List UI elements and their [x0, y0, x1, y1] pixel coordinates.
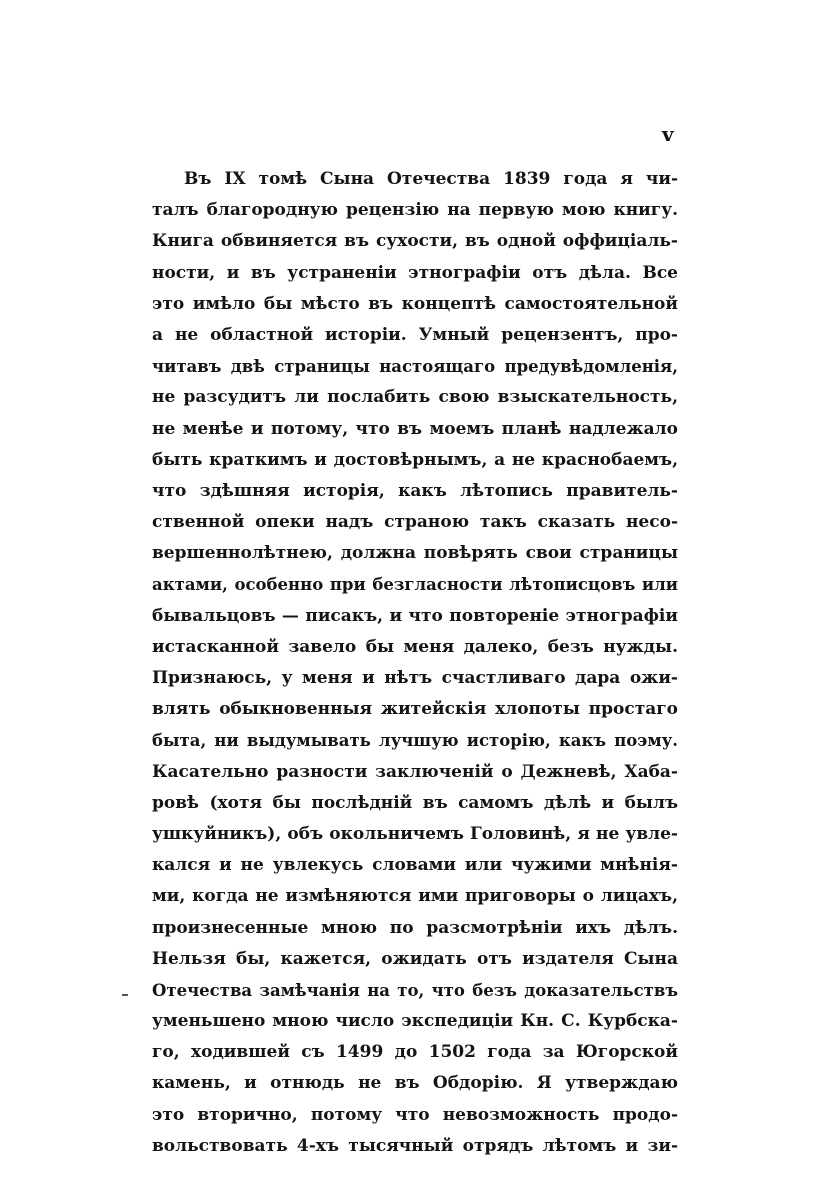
- page-number: v: [662, 122, 674, 146]
- text-line: вольствовать 4-хъ тысячный отрядъ лѣтомъ и зи-: [152, 1135, 678, 1156]
- text-line: уменьшено мною число экспедиціи Кн. С. Курбска-: [152, 1011, 678, 1032]
- text-line: бывальцовъ — писакъ, и что повтореніе этнографіи: [152, 605, 678, 626]
- text-line: Книга обвиняется въ сухости, въ одной оффиціаль-: [152, 231, 678, 252]
- text-line: Въ IX томѣ Сына Отечества 1839 года я чи-: [184, 169, 678, 189]
- text-line: быта, ни выдумывать лучшую исторію, какъ поэму.: [152, 731, 678, 751]
- text-line: Отечества замѣчанія на то, что безъ доказательствъ: [152, 980, 678, 1000]
- text-line: а не областной исторіи. Умный рецензентъ, про-: [152, 324, 678, 345]
- text-line: ми, когда не измѣняются ими приговоры о лицахъ,: [152, 886, 678, 907]
- text-line: вершеннолѣтнею, должна повѣрять свои страницы: [152, 543, 678, 564]
- text-line: го, ходившей съ 1499 до 1502 года за Югорской: [152, 1042, 678, 1063]
- text-line: быть краткимъ и достовѣрнымъ, а не краснобаемъ,: [152, 449, 678, 470]
- text-line: ушкуйникъ), объ окольничемъ Головинѣ, я не увле-: [152, 823, 678, 844]
- text-line: влять обыкновенныя житейскія хлопоты простаго: [152, 699, 678, 720]
- text-line: актами, особенно при безгласности лѣтописцовъ или: [152, 575, 678, 595]
- text-line: ровѣ (хотя бы послѣдній въ самомъ дѣлѣ и былъ: [152, 792, 678, 813]
- text-line: что здѣшняя исторія, какъ лѣтопись правитель-: [152, 480, 678, 501]
- text-line: не разсудитъ ли послабить свою взыскательность,: [152, 387, 678, 408]
- text-line: читавъ двѣ страницы настоящаго предувѣдомленія,: [152, 357, 678, 377]
- text-line: произнесенные мною по разсмотрѣніи ихъ дѣлъ.: [152, 917, 678, 938]
- text-line: истасканной завело бы меня далеко, безъ нужды.: [152, 636, 678, 657]
- text-line: это имѣло бы мѣсто въ концептѣ самостоятельной: [152, 293, 678, 314]
- text-line: талъ благородную рецензію на первую мою книгу.: [152, 200, 678, 221]
- text-line: Нельзя бы, кажется, ожидать отъ издателя Сына: [152, 948, 678, 969]
- text-line: это вторично, потому что невозможность продо-: [152, 1104, 678, 1125]
- text-line: Признаюсь, у меня и нѣтъ счастливаго дара ожи-: [152, 668, 678, 688]
- margin-mark: [122, 994, 128, 996]
- page-text: [152, 164, 678, 1162]
- text-line: камень, и отнюдь не въ Обдорію. Я утверждаю: [152, 1073, 678, 1094]
- text-line: ности, и въ устраненіи этнографіи отъ дѣла. Все: [152, 262, 678, 283]
- text-line: кался и не увлекусь словами или чужими мнѣнія-: [152, 855, 678, 876]
- text-line: Касательно разности заключеній о Дежневѣ, Хаба-: [152, 761, 678, 782]
- text-line: не менѣе и потому, что въ моемъ планѣ надлежало: [152, 418, 678, 439]
- text-line: ственной опеки надъ страною такъ сказать несо-: [152, 512, 678, 533]
